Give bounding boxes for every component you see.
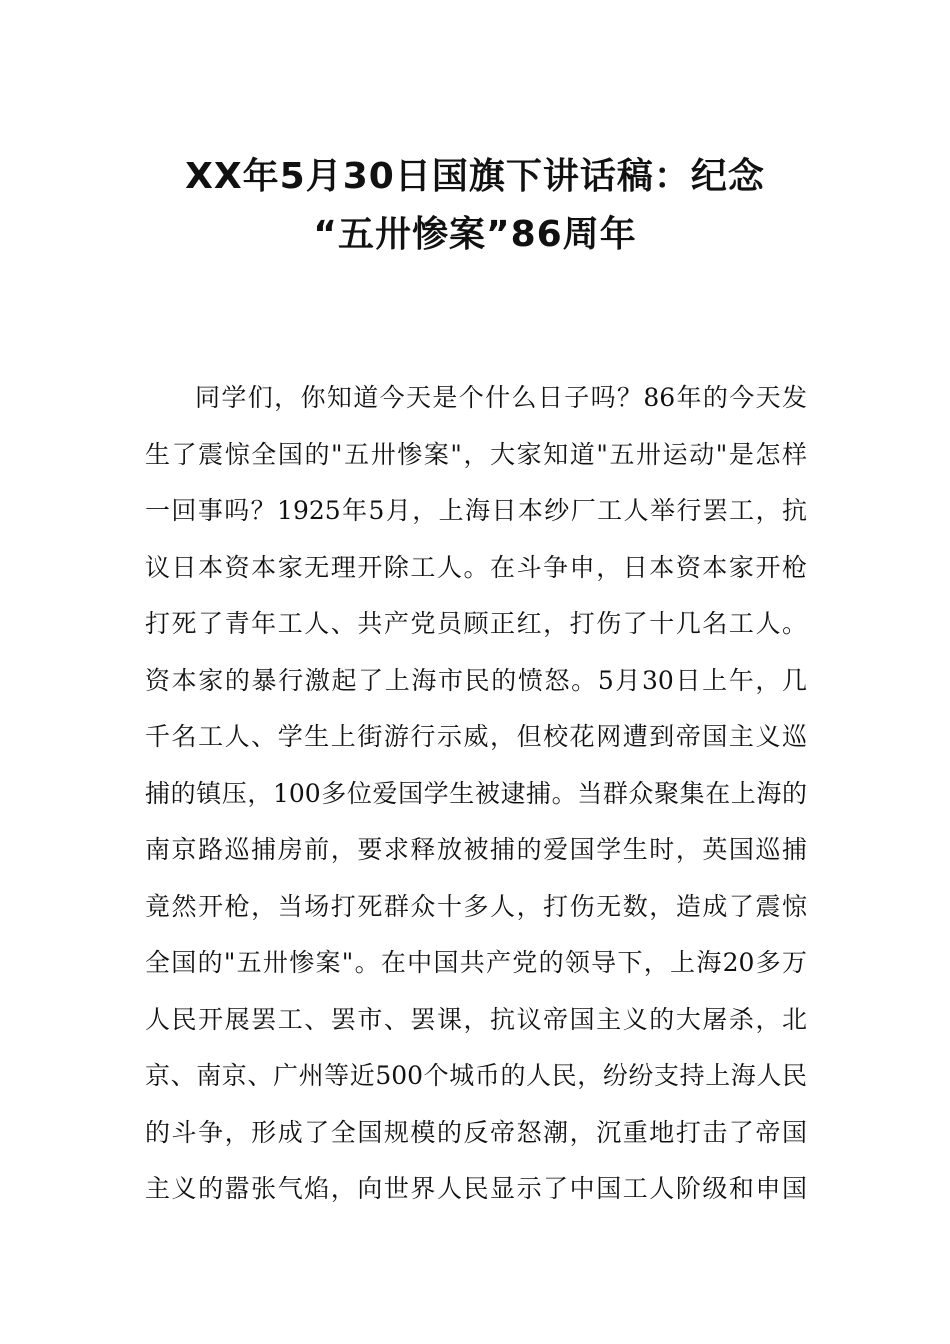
body-line: 一回事吗？1925年5月，上海日本纱厂工人举行罢工，抗 [145, 496, 807, 525]
document-title [95, 148, 855, 264]
body-line: 京、南京、广州等近500个城币的人民，纷纷支持上海人民 [145, 1061, 807, 1090]
title-line-2: “五卅惨案”86周年 [313, 214, 637, 256]
body-line: 资本家的暴行激起了上海市民的愤怒。5月30日上午，几 [145, 665, 807, 695]
body-line: 同学们，你知道今天是个什么日子吗？86年的今天发 [195, 383, 807, 412]
body-line: 竟然开枪，当场打死群众十多人，打伤无数，造成了震惊 [145, 891, 807, 921]
body-line: 打死了青年工人、共产党员顾正红，打伤了十几名工人。 [145, 609, 807, 638]
body-line: 议日本资本家无理开除工人。在斗争申，日本资本家开枪 [145, 552, 807, 582]
body-line: 的斗争，形成了全国规模的反帝怒潮，沉重地打击了帝国 [145, 1117, 807, 1147]
body-line: 人民开展罢工、罢市、罢课，抗议帝国主义的大屠杀，北 [145, 1004, 807, 1034]
body-line: 生了震惊全国的"五卅惨案"，大家知道"五卅运动"是怎样 [145, 439, 807, 469]
title-line-1: XX年5月30日国旗下讲话稿：纪念 [185, 156, 765, 198]
body-line: 主义的嚣张气焰，向世界人民显示了中国工人阶级和申国 [145, 1174, 807, 1203]
body-line: 南京路巡捕房前，要求释放被捕的爱国学生时，英国巡捕 [145, 835, 807, 864]
body-line: 捕的镇压，100多位爱国学生被逮捕。当群众聚集在上海的 [145, 778, 807, 808]
body-line: 全国的"五卅惨案"。在中国共产党的领导下，上海20多万 [145, 948, 807, 977]
body-paragraph [145, 370, 807, 1218]
body-line: 千名工人、学生上街游行示威，但校花网遭到帝国主义巡 [145, 722, 807, 751]
